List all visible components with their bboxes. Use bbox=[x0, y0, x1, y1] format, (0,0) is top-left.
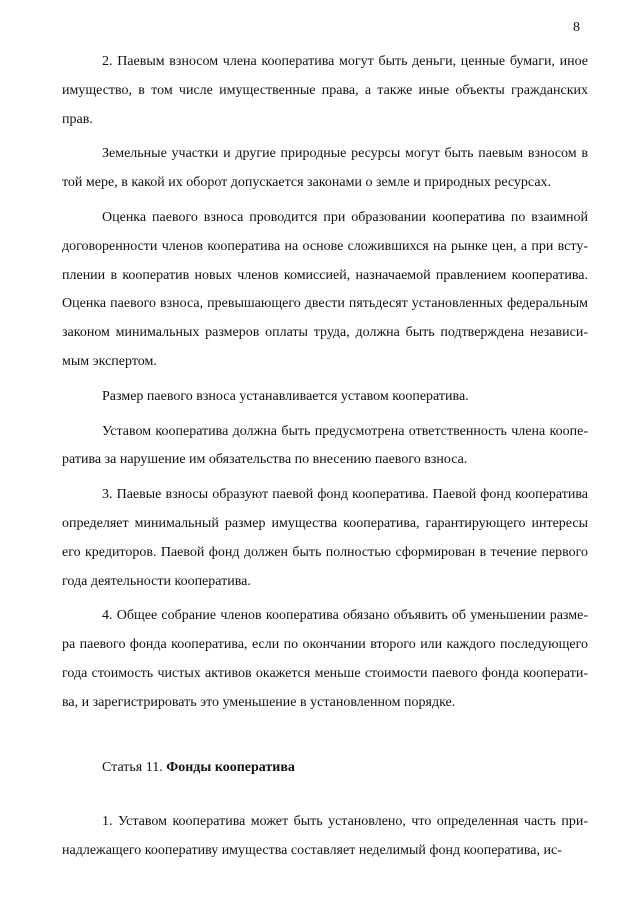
paragraph-line: года деятельности кооператива. bbox=[62, 573, 251, 589]
paragraph-line: 1. Уставом кооператива может быть установлено, что определенная часть при- bbox=[102, 814, 588, 830]
paragraph-line: года стоимость чистых активов окажется меньше стоимости паевого фонда кооперати- bbox=[62, 665, 588, 681]
paragraph-line: 3. Паевые взносы образуют паевой фонд кооператива. Паевой фонд кооператива bbox=[102, 487, 588, 503]
paragraph-line: Уставом кооператива должна быть предусмотрена ответственность члена коопе- bbox=[102, 423, 588, 439]
paragraph-line: мым экспертом. bbox=[62, 353, 157, 369]
article-heading bbox=[62, 754, 588, 783]
document-body bbox=[62, 48, 588, 872]
paragraph-line: Земельные участки и другие природные ресурсы могут быть паевым взносом в bbox=[102, 146, 588, 162]
paragraph-line: его кредиторов. Паевой фонд должен быть полностью сформирован в течение первого bbox=[62, 544, 588, 560]
paragraph bbox=[62, 48, 588, 134]
paragraph-line: имущество, в том числе имущественные права, а также иные объекты гражданских bbox=[62, 82, 588, 98]
paragraph-line: 2. Паевым взносом члена кооператива могут быть деньги, ценные бумаги, иное bbox=[102, 54, 588, 69]
paragraph-line: прав. bbox=[62, 111, 93, 127]
paragraph bbox=[62, 481, 588, 596]
paragraph-line: надлежащего кооперативу имущества составляет неделимый фонд кооператива, ис- bbox=[62, 843, 562, 859]
paragraph-line: ва, и зарегистрировать это уменьшение в установленном порядке. bbox=[62, 694, 456, 710]
paragraph-line: Размер паевого взноса устанавливается уставом кооператива. bbox=[102, 388, 469, 404]
paragraph bbox=[62, 204, 588, 377]
article-prefix: Статья 11. bbox=[102, 759, 163, 775]
paragraph bbox=[62, 808, 588, 866]
paragraph-line: Оценка паевого взноса, превышающего двести пятьдесят установленных федеральным bbox=[62, 296, 588, 312]
paragraphs-section bbox=[62, 48, 588, 718]
article-paragraphs-section bbox=[62, 808, 588, 866]
paragraph bbox=[62, 418, 588, 476]
paragraph-line: Оценка паевого взноса проводится при образовании кооператива по взаимной bbox=[102, 209, 588, 225]
paragraph-line: 4. Общее собрание членов кооператива обязано объявить об уменьшении разме- bbox=[102, 608, 588, 624]
article-title: Фонды кооператива bbox=[166, 759, 295, 775]
paragraph-line: ратива за нарушение им обязательства по внесению паевого взноса. bbox=[62, 452, 468, 468]
paragraph-line: ра паевого фонда кооператива, если по окончании второго или каждого последующего bbox=[62, 637, 588, 653]
paragraph-line: законом минимальных размеров оплаты труда, должна быть подтверждена независи- bbox=[62, 325, 588, 341]
paragraph-line: договоренности членов кооператива на основе сложившихся на рынке цен, а при всту- bbox=[62, 238, 588, 254]
paragraph bbox=[62, 383, 588, 412]
paragraph bbox=[62, 140, 588, 198]
paragraph-line: плении в кооператив новых членов комиссией, назначаемой правлением кооператива. bbox=[62, 267, 588, 283]
page-number: 8 bbox=[573, 20, 580, 35]
paragraph bbox=[62, 602, 588, 717]
paragraph-line: той мере, в какой их оборот допускается законами о земле и природных ресурсах. bbox=[62, 175, 552, 191]
paragraph-line: определяет минимальный размер имущества кооператива, гарантирующего интересы bbox=[62, 515, 588, 531]
